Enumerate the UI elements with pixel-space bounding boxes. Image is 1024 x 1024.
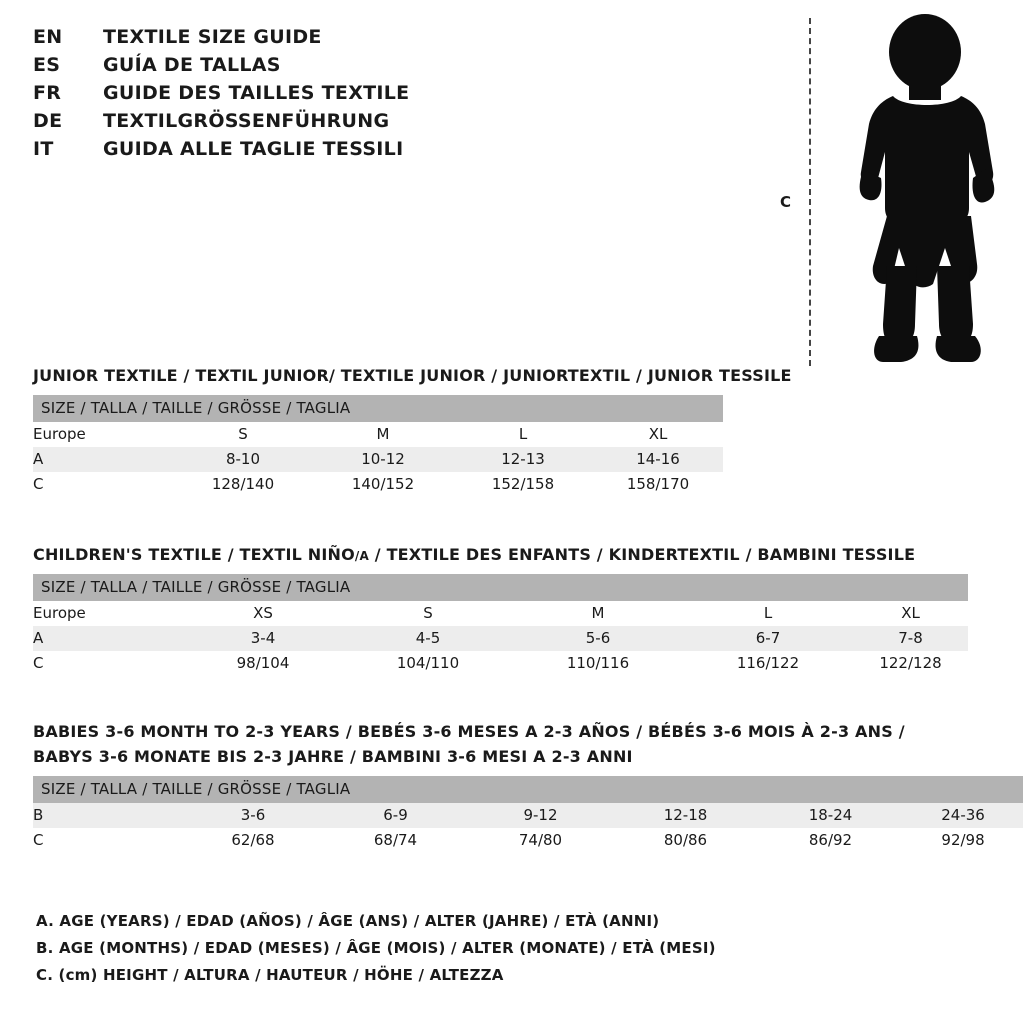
cell: 86/92 — [758, 828, 903, 853]
cell: XL — [853, 601, 968, 626]
table-row — [33, 626, 968, 651]
table-row — [33, 447, 723, 472]
row-label: C — [33, 828, 183, 853]
children-size-table — [33, 574, 968, 676]
cell: S — [173, 422, 313, 447]
cell: 12-18 — [613, 803, 758, 828]
legend-line-a: A. AGE (YEARS) / EDAD (AÑOS) / ÂGE (ANS) / ALTER (JAHRE) / ETÀ (ANNI) — [36, 912, 660, 930]
table-row — [33, 651, 968, 676]
measure-dashed-line — [809, 18, 811, 366]
cell: 104/110 — [343, 651, 513, 676]
cell: M — [513, 601, 683, 626]
cell: S — [343, 601, 513, 626]
cell: 158/170 — [593, 472, 723, 497]
table-header-label: SIZE / TALLA / TAILLE / GRÖSSE / TAGLIA — [33, 574, 968, 601]
cell: 5-6 — [513, 626, 683, 651]
cell: 68/74 — [323, 828, 468, 853]
measure-label-c: C — [780, 193, 792, 211]
language-title-block — [33, 26, 733, 166]
cell: L — [683, 601, 853, 626]
language-code-it: IT — [33, 138, 54, 160]
section-heading-children — [33, 545, 968, 564]
language-code-en: EN — [33, 26, 63, 48]
section-heading-babies-line-2: BABYS 3-6 MONATE BIS 2-3 JAHRE / BAMBINI 3-6 MESI A 2-3 ANNI — [33, 747, 633, 766]
row-label: A — [33, 626, 183, 651]
row-label: B — [33, 803, 183, 828]
title-es: GUÍA DE TALLAS — [103, 54, 281, 76]
title-row — [33, 26, 733, 52]
title-row — [33, 82, 733, 108]
cell: 128/140 — [173, 472, 313, 497]
cell: 3-6 — [183, 803, 323, 828]
cell: 62/68 — [183, 828, 323, 853]
language-code-es: ES — [33, 54, 61, 76]
cell: 122/128 — [853, 651, 968, 676]
title-de: TEXTILGRÖSSENFÜHRUNG — [103, 110, 390, 132]
cell: 6-7 — [683, 626, 853, 651]
title-en: TEXTILE SIZE GUIDE — [103, 26, 322, 48]
row-label: Europe — [33, 601, 183, 626]
table-row — [33, 828, 1023, 853]
cell: 80/86 — [613, 828, 758, 853]
table-header-row — [33, 776, 1023, 803]
table-header-label: SIZE / TALLA / TAILLE / GRÖSSE / TAGLIA — [33, 395, 723, 422]
section-heading-junior: JUNIOR TEXTILE / TEXTIL JUNIOR/ TEXTILE JUNIOR / JUNIORTEXTIL / JUNIOR TESSILE — [33, 366, 792, 385]
section-junior — [33, 366, 792, 497]
cell: 98/104 — [183, 651, 343, 676]
legend-line-c: C. (cm) HEIGHT / ALTURA / HAUTEUR / HÖHE / ALTEZZA — [36, 966, 504, 984]
child-silhouette-icon — [825, 12, 1015, 368]
cell: 110/116 — [513, 651, 683, 676]
section-children — [33, 545, 968, 676]
table-header-row — [33, 574, 968, 601]
table-header-label: SIZE / TALLA / TAILLE / GRÖSSE / TAGLIA — [33, 776, 1023, 803]
cell: 6-9 — [323, 803, 468, 828]
cell: 18-24 — [758, 803, 903, 828]
row-label: C — [33, 651, 183, 676]
language-code-fr: FR — [33, 82, 62, 104]
row-label: A — [33, 447, 173, 472]
table-row — [33, 803, 1023, 828]
cell: 9-12 — [468, 803, 613, 828]
row-label: C — [33, 472, 173, 497]
cell: 8-10 — [173, 447, 313, 472]
cell: XS — [183, 601, 343, 626]
table-row — [33, 472, 723, 497]
legend-block — [36, 912, 936, 993]
section-babies — [33, 722, 1023, 853]
title-row — [33, 54, 733, 80]
cell: 116/122 — [683, 651, 853, 676]
title-row — [33, 110, 733, 136]
cell: 24-36 — [903, 803, 1023, 828]
babies-size-table — [33, 776, 1023, 853]
height-measure-figure — [770, 8, 1010, 368]
legend-line-b: B. AGE (MONTHS) / EDAD (MESES) / ÂGE (MOIS) / ALTER (MONATE) / ETÀ (MESI) — [36, 939, 716, 957]
heading-subscript: /A — [354, 549, 369, 563]
cell: 140/152 — [313, 472, 453, 497]
table-row — [33, 422, 723, 447]
title-row — [33, 138, 733, 164]
cell: 3-4 — [183, 626, 343, 651]
cell: L — [453, 422, 593, 447]
row-label: Europe — [33, 422, 173, 447]
heading-part-1: CHILDREN'S TEXTILE / TEXTIL NIÑO — [33, 545, 355, 564]
cell: 152/158 — [453, 472, 593, 497]
table-header-row — [33, 395, 723, 422]
section-heading-babies-line-1: BABIES 3-6 MONTH TO 2-3 YEARS / BEBÉS 3-6 MESES A 2-3 AÑOS / BÉBÉS 3-6 MOIS À 2-3 ANS / — [33, 722, 905, 741]
cell: 74/80 — [468, 828, 613, 853]
cell: 14-16 — [593, 447, 723, 472]
table-row — [33, 601, 968, 626]
heading-part-2: / TEXTILE DES ENFANTS / KINDERTEXTIL / BAMBINI TESSILE — [368, 545, 916, 564]
cell: XL — [593, 422, 723, 447]
title-it: GUIDA ALLE TAGLIE TESSILI — [103, 138, 404, 160]
cell: M — [313, 422, 453, 447]
cell: 10-12 — [313, 447, 453, 472]
title-fr: GUIDE DES TAILLES TEXTILE — [103, 82, 410, 104]
cell: 4-5 — [343, 626, 513, 651]
cell: 92/98 — [903, 828, 1023, 853]
cell: 7-8 — [853, 626, 968, 651]
language-code-de: DE — [33, 110, 63, 132]
junior-size-table — [33, 395, 723, 497]
cell: 12-13 — [453, 447, 593, 472]
